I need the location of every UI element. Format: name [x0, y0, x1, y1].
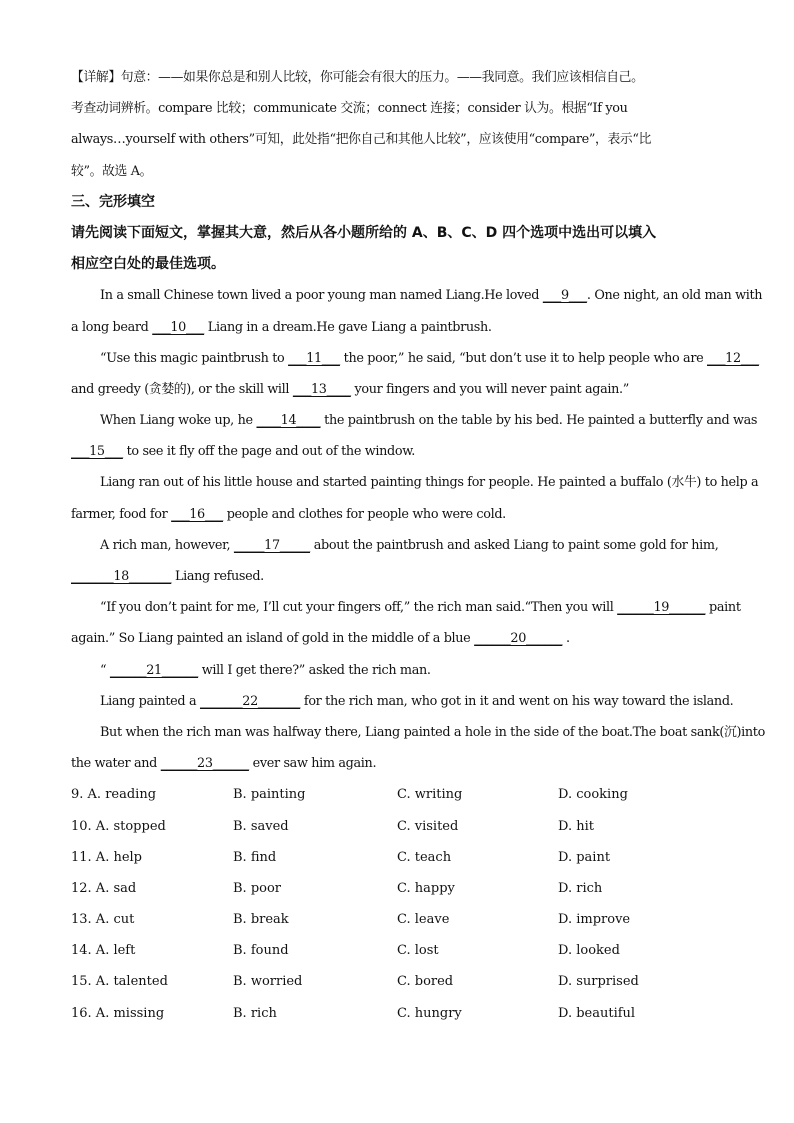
- passage-line: [71, 436, 723, 467]
- option-choice: 16. A. missing: [71, 1005, 165, 1021]
- cloze-blank: ___10___: [152, 319, 205, 335]
- cloze-passage: [71, 280, 765, 779]
- question-options-row: [71, 779, 723, 810]
- question-options-row: [71, 811, 723, 842]
- option-choice: D. looked: [558, 943, 620, 959]
- passage-text: ever saw him again.: [248, 756, 377, 772]
- question-options-row: [71, 998, 723, 1029]
- passage-text: Liang ran out of his little house and started painting things for people. He painted a buffalo (水牛) to help a: [100, 475, 759, 491]
- question-options-row: [71, 966, 723, 997]
- explanation-line: 较”。故选 A。: [71, 163, 153, 179]
- option-choice: B. break: [233, 912, 289, 928]
- option-choice: B. found: [233, 943, 289, 959]
- option-choice: B. saved: [233, 818, 289, 834]
- option-choice: 14. A. left: [71, 943, 136, 959]
- passage-line: [71, 686, 734, 717]
- option-choice: C. teach: [397, 849, 452, 865]
- instructions-line: 请先阅读下面短文，掌握其大意，然后从各小题所给的 A、B、C、D 四个选项中选出可以填入: [71, 224, 657, 241]
- passage-line: [71, 312, 723, 343]
- passage-line: [71, 561, 723, 592]
- question-options-row: [71, 904, 723, 935]
- option-choice: C. happy: [397, 880, 455, 896]
- option-choice: B. worried: [233, 974, 303, 990]
- answer-options: [71, 779, 723, 1029]
- option-choice: B. find: [233, 849, 277, 865]
- passage-text: “Use this magic paintbrush to: [100, 350, 289, 366]
- passage-line: [71, 405, 758, 436]
- instructions-line: 相应空白处的最佳选项。: [71, 256, 225, 273]
- option-choice: D. cooking: [558, 787, 628, 803]
- passage-line: [71, 717, 765, 748]
- option-choice: D. hit: [558, 818, 594, 834]
- passage-text: the paintbrush on the table by his bed. He painted a butterfly and was: [320, 413, 758, 429]
- document-page: [71, 62, 765, 1029]
- option-choice: D. rich: [558, 880, 603, 896]
- cloze-blank: ___13____: [292, 381, 351, 397]
- passage-line: [71, 530, 723, 561]
- passage-text: In a small Chinese town lived a poor young man named Liang.He loved: [100, 288, 543, 304]
- section-title: 三、完形填空: [71, 193, 155, 210]
- option-choice: C. writing: [397, 787, 463, 803]
- passage-text: “If you don’t paint for me, I’ll cut your fingers off,” the rich man said.“Then you will: [100, 600, 618, 616]
- passage-text: the poor,” he said, “but don’t use it to help people who are: [339, 350, 708, 366]
- passage-text: about the paintbrush and asked Liang to paint some gold for him,: [310, 537, 719, 553]
- cloze-blank: ___9___: [542, 288, 587, 304]
- cloze-blank: _____17_____: [233, 537, 310, 553]
- passage-text: again.” So Liang painted an island of gold in the middle of a blue: [71, 631, 475, 647]
- cloze-blank: ___12___: [707, 350, 759, 366]
- passage-text: .: [562, 631, 570, 647]
- cloze-blank: ______21______: [109, 662, 199, 678]
- passage-line: [71, 374, 723, 405]
- passage-text: people and clothes for people who were cold.: [223, 506, 506, 522]
- passage-text: When Liang woke up, he: [100, 413, 257, 429]
- passage-text: Liang refused.: [171, 569, 264, 584]
- option-choice: B. painting: [233, 787, 306, 803]
- passage-text: to see it fly off the page and out of the window.: [122, 444, 415, 460]
- passage-text: . One night, an old man with: [586, 288, 763, 304]
- option-choice: C. bored: [397, 974, 454, 990]
- option-choice: C. visited: [397, 818, 459, 834]
- cloze-blank: ______19______: [617, 600, 706, 616]
- option-choice: 10. A. stopped: [71, 818, 166, 834]
- question-options-row: [71, 873, 723, 904]
- passage-text: “: [100, 662, 110, 678]
- question-options-row: [71, 842, 723, 873]
- cloze-blank: ____14____: [256, 413, 321, 429]
- cloze-blank: ___11___: [288, 350, 340, 366]
- option-choice: D. paint: [558, 849, 611, 865]
- option-choice: C. lost: [397, 943, 439, 959]
- option-choice: 13. A. cut: [71, 912, 135, 928]
- option-choice: D. improve: [558, 912, 631, 928]
- passage-text: paint: [705, 600, 741, 616]
- passage-text: the water and: [71, 756, 161, 772]
- passage-text: But when the rich man was halfway there, Liang painted a hole in the side of the boat.The boat sank(沉)into: [100, 724, 765, 740]
- passage-line: [71, 499, 723, 530]
- cloze-blank: ___16___: [171, 506, 223, 522]
- passage-text: farmer, food for: [71, 506, 172, 522]
- cloze-blank: ______20______: [474, 631, 563, 647]
- option-choice: 12. A. sad: [71, 880, 137, 896]
- cloze-blank: _______18_______: [71, 569, 172, 584]
- option-choice: B. poor: [233, 880, 282, 896]
- passage-line: [71, 748, 723, 779]
- option-choice: 9. A. reading: [71, 787, 157, 803]
- passage-text: will I get there?” asked the rich man.: [198, 662, 431, 678]
- option-choice: B. rich: [233, 1005, 277, 1021]
- option-choice: C. leave: [397, 912, 450, 928]
- passage-line: [71, 467, 759, 498]
- option-choice: 11. A. help: [71, 849, 143, 865]
- passage-text: your fingers and you will never paint again.”: [350, 381, 629, 397]
- passage-text: a long beard: [71, 319, 153, 335]
- explanation-line: 考查动词辨析。compare 比较；communicate 交流；connect 连接；consider 认为。根据“If you: [71, 101, 628, 117]
- passage-line: [71, 592, 741, 623]
- cloze-blank: ___15___: [71, 444, 123, 460]
- passage-text: and greedy (贪婪的), or the skill will: [71, 381, 293, 397]
- explanation-line: always…yourself with others”可知，此处指“把你自己和其他人比较”，应该使用“compare”，表示“比: [71, 132, 652, 148]
- cloze-blank: ______23______: [160, 756, 249, 772]
- passage-line: [71, 655, 723, 686]
- option-choice: C. hungry: [397, 1005, 462, 1021]
- passage-text: Liang in a dream.He gave Liang a paintbrush.: [204, 319, 492, 335]
- option-choice: D. beautiful: [558, 1005, 636, 1021]
- passage-text: Liang painted a: [100, 693, 200, 709]
- option-choice: 15. A. talented: [71, 974, 168, 990]
- passage-text: A rich man, however,: [100, 537, 234, 553]
- passage-line: [71, 623, 723, 654]
- passage-line: [71, 280, 763, 311]
- question-options-row: [71, 935, 723, 966]
- option-choice: D. surprised: [558, 974, 639, 990]
- passage-text: for the rich man, who got in it and went on his way toward the island.: [300, 693, 734, 709]
- cloze-blank: _______22_______: [199, 693, 301, 709]
- explanation-line: 【详解】句意：——如果你总是和别人比较，你可能会有很大的压力。——我同意。我们应该相信自己。: [71, 70, 644, 85]
- passage-line: [71, 343, 759, 374]
